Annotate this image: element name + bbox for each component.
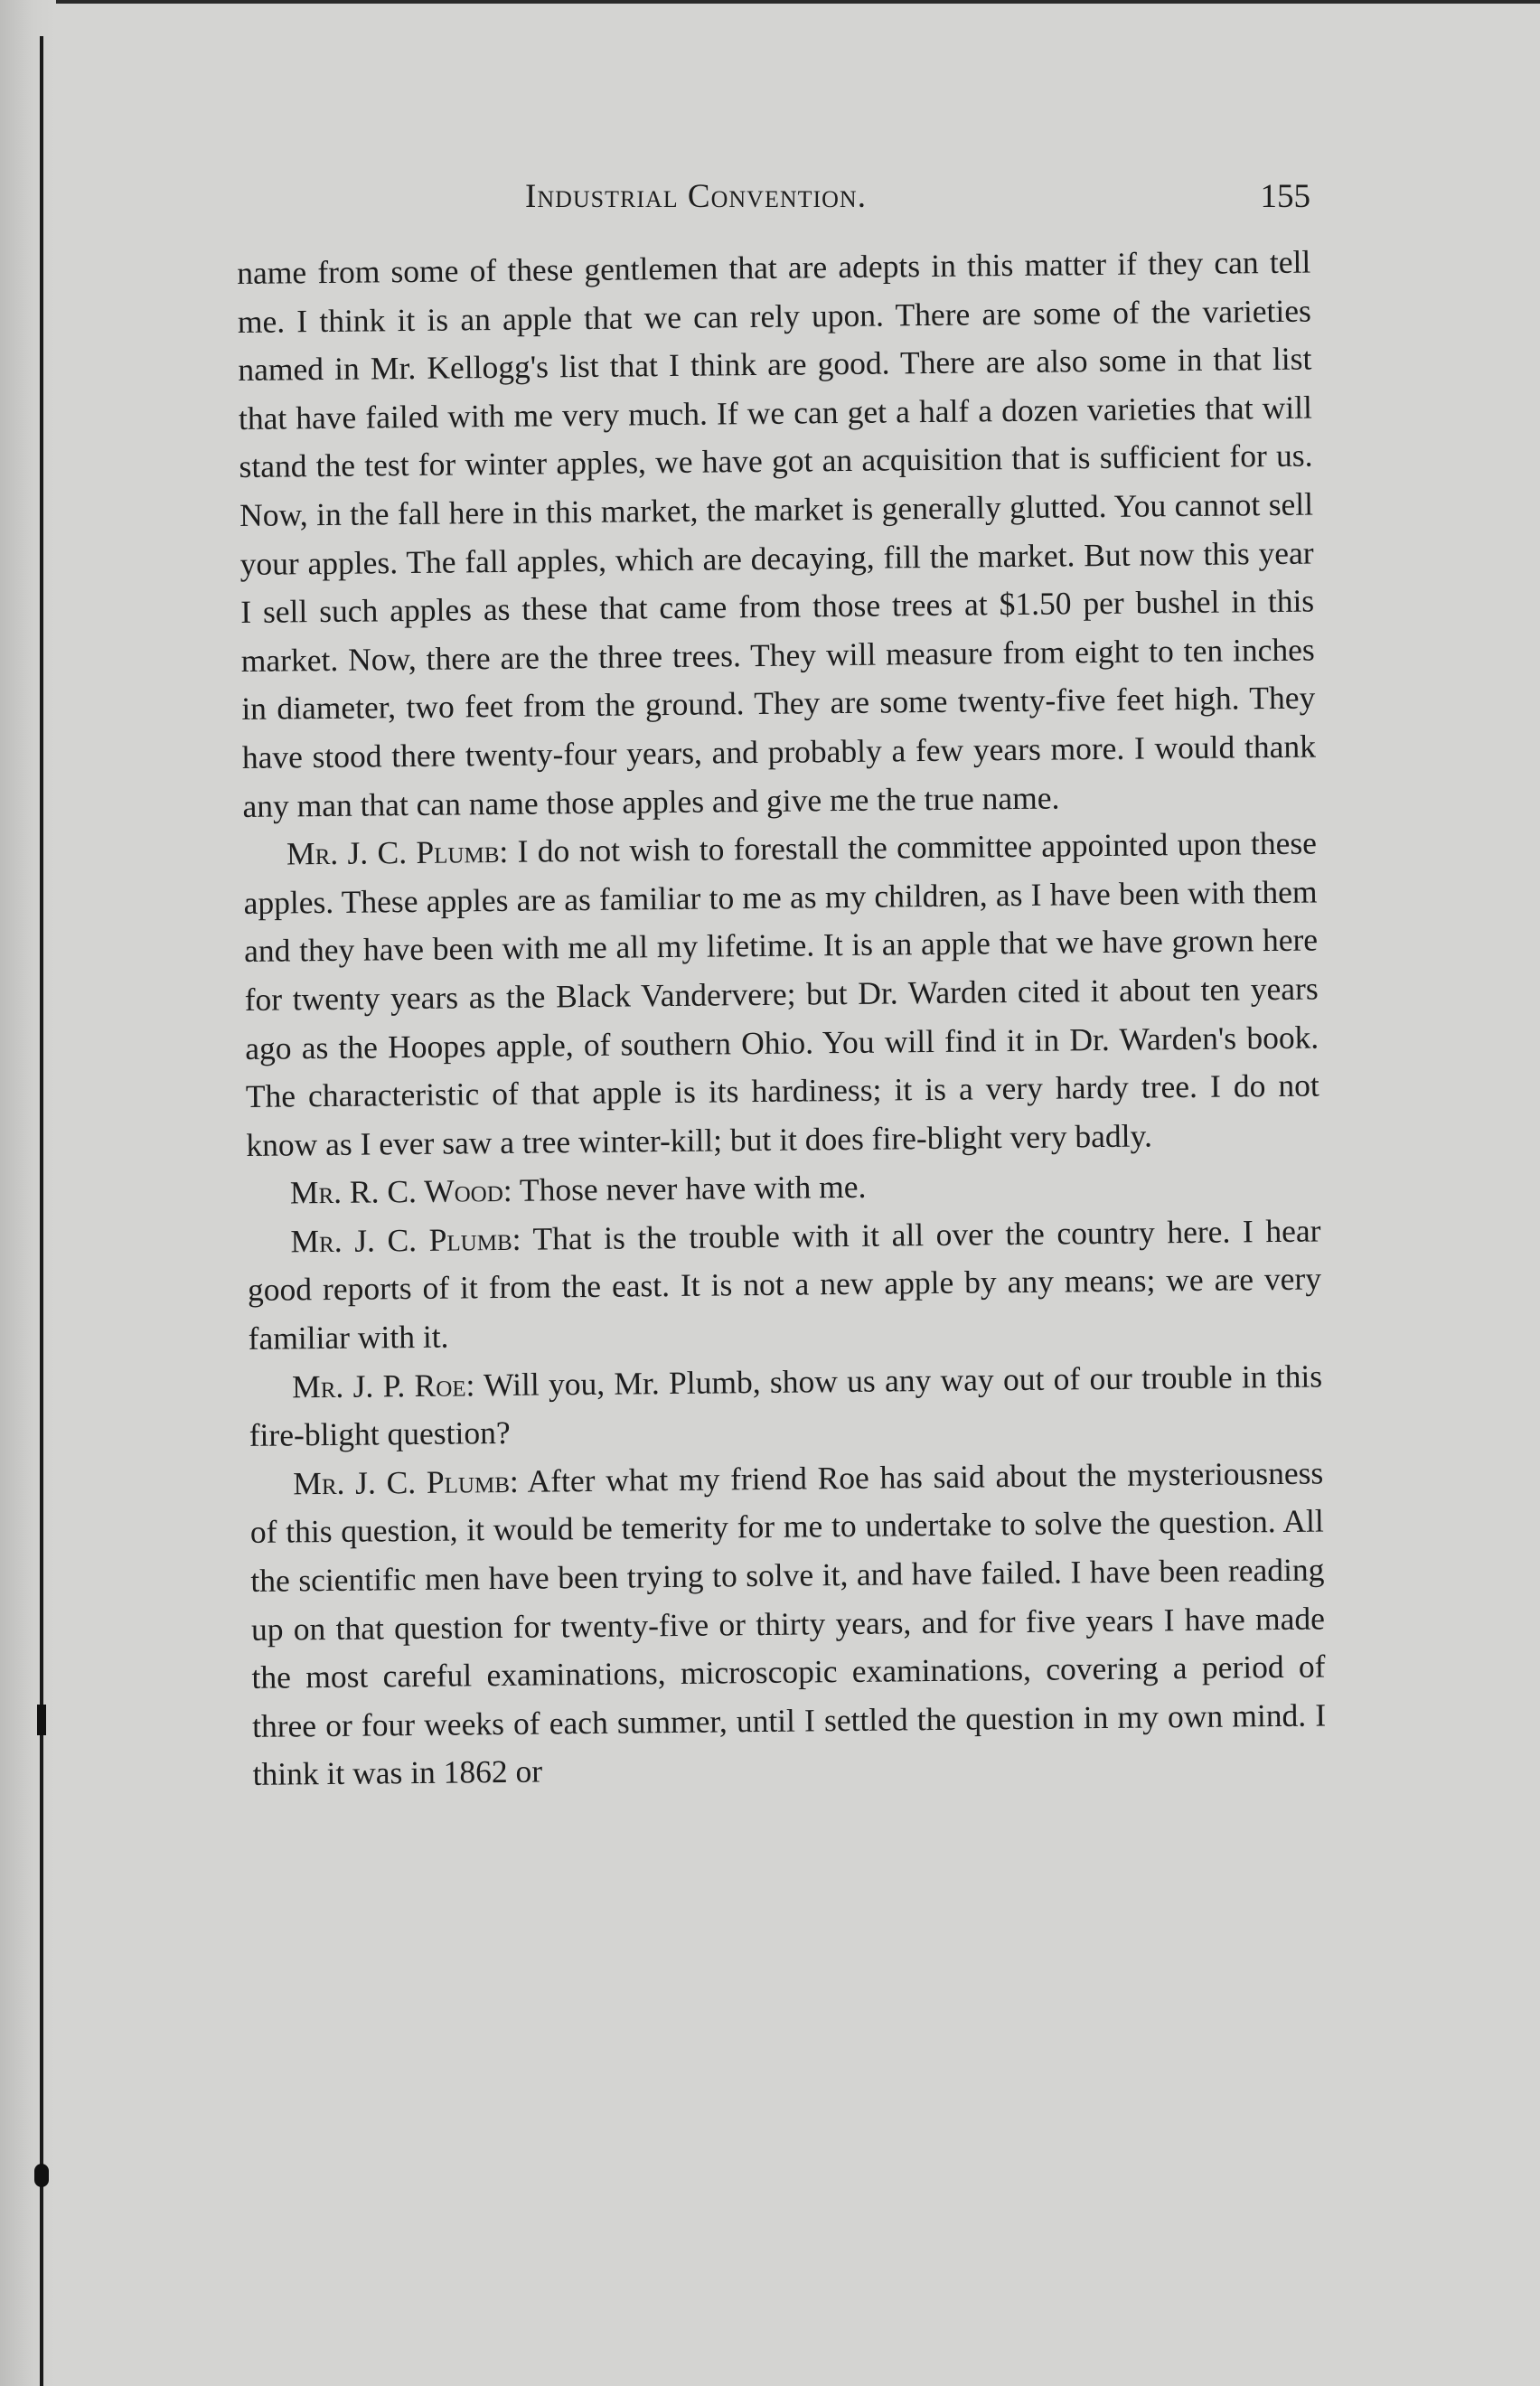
binding-mark xyxy=(37,1705,46,1735)
speaker-name: Mr. J. C. Plumb: xyxy=(286,833,509,872)
paragraph xyxy=(243,820,1320,1170)
paragraph xyxy=(237,239,1317,831)
speaker-name: Mr. J. P. Roe: xyxy=(291,1366,475,1405)
paragraph xyxy=(247,1207,1322,1363)
body-text xyxy=(237,239,1327,1799)
paragraph-text: name from some of these gentlemen that are adepts in this matter if they can tell me. I think it is an apple that we can rely upon. There are some of the varieties named in Mr. Kellogg's list that I think are good. There are also some in that list that have failed with me very much. If we can get a half a dozen varieties that will stand the test for winter apples, we have got an acquisition that is sufficient for us. Now, in the fall here in this market, the market is generally glutted. You cannot sell your apples. The fall apples, which are decaying, fill the market. But now this year I sell such apples as these that came from those trees at $1.50 per bushel in this market. Now, there are the three trees. They will measure from eight to ten inches in diameter, two feet from the ground. They are some twenty-five feet high. They have stood there twenty-four years, and probably a few years more. I would thank any man that can name those apples and give me the true name. xyxy=(237,243,1317,824)
speaker-name: Mr. J. C. Plumb: xyxy=(290,1220,521,1260)
paragraph-text: That is the trouble with it all over the country here. I hear good reports of it from the east. It is not a new apple by any means; we are very familiar with it. xyxy=(247,1212,1322,1357)
paragraph xyxy=(249,1449,1327,1799)
paragraph-text: Those never have with me. xyxy=(512,1169,867,1209)
running-head: Industrial Convention. xyxy=(525,178,867,215)
binding-mark xyxy=(34,2164,49,2187)
paragraph xyxy=(249,1352,1323,1461)
binding-line xyxy=(40,36,43,2386)
paragraph-text: I do not wish to forestall the committee appointed upon these apples. These apples are as familiar to me as my children, as I have been with them and they have been with me all my lifetime. It is an apple that we have grown here for twenty years as the Black Vandervere; but Dr. Warden cited it about ten years ago as the Hoopes apple, of southern Ohio. You will find it in Dr. Warden's book. The characteristic of that apple is its hardiness; it is a very hardy tree. I do not know as I ever saw a tree winter-kill; but it does fire-blight very badly. xyxy=(243,824,1319,1163)
page-binding-edge xyxy=(0,0,56,2386)
paragraph-text: After what my friend Roe has said about the mysteriousness of this question, it would be temerity for me to undertake to solve the question. All the scientific men have been trying to solve it, and have failed. I have been reading up on that question for twenty-five or thirty years, and for five years I have made the most careful examinations, microscopic examinations, covering a period of three or four weeks of each summer, until I settled the question in my own mind. I think it was in 1862 or xyxy=(249,1454,1327,1793)
paragraph-text: Will you, Mr. Plumb, show us any way out of our trouble in this fire-blight question? xyxy=(249,1357,1323,1454)
speaker-name: Mr. J. C. Plumb: xyxy=(293,1462,519,1502)
speaker-name: Mr. R. C. Wood: xyxy=(289,1172,512,1211)
page-header xyxy=(244,177,1310,231)
top-edge-rule xyxy=(0,0,1540,4)
page-number: 155 xyxy=(1260,178,1310,215)
